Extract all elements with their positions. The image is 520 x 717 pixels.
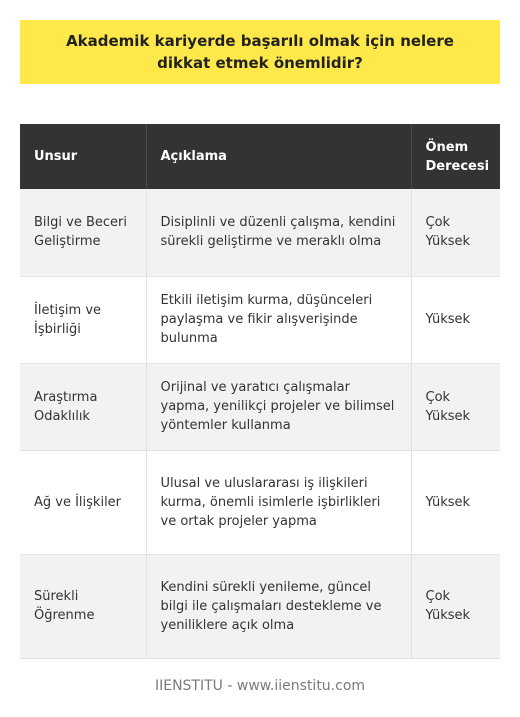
importance-cell: Çok Yüksek [411, 363, 500, 450]
description-cell: Ulusal ve uluslararası iş ilişkileri kurma, önemli isimlerle işbirlikleri ve ortak projeler yapma [146, 450, 411, 554]
factors-table [20, 124, 500, 659]
factor-cell: Bilgi ve Beceri Geliştirme [20, 189, 146, 276]
footer-credit: IIENSTITU - www.iienstitu.com [154, 678, 366, 694]
table-row [20, 189, 500, 276]
table-row [20, 276, 500, 363]
importance-cell: Çok Yüksek [411, 554, 500, 658]
importance-cell: Yüksek [411, 450, 500, 554]
column-header-description: Açıklama [146, 124, 411, 189]
factor-cell: İletişim ve İşbirliği [20, 276, 146, 363]
description-cell: Orijinal ve yaratıcı çalışmalar yapma, yenilikçi projeler ve bilimsel yöntemler kullanma [146, 363, 411, 450]
title-banner [20, 20, 500, 84]
factor-cell: Sürekli Öğrenme [20, 554, 146, 658]
description-cell: Kendini sürekli yenileme, güncel bilgi ile çalışmaları destekleme ve yeniliklere açık olma [146, 554, 411, 658]
column-header-factor: Unsur [20, 124, 146, 189]
importance-cell: Çok Yüksek [411, 189, 500, 276]
table-header-row [20, 124, 500, 189]
factor-cell: Araştırma Odaklılık [20, 363, 146, 450]
table-row [20, 450, 500, 554]
column-header-importance: Önem Derecesi [425, 139, 490, 174]
importance-cell: Yüksek [411, 276, 500, 363]
table-row [20, 554, 500, 658]
factor-cell: Ağ ve İlişkiler [20, 450, 146, 554]
page-title: Akademik kariyerde başarılı olmak için nelere dikkat etmek önemlidir? [66, 32, 454, 72]
description-cell: Etkili iletişim kurma, düşünceleri paylaşma ve fikir alışverişinde bulunma [146, 276, 411, 363]
description-cell: Disiplinli ve düzenli çalışma, kendini sürekli geliştirme ve meraklı olma [146, 189, 411, 276]
table-row [20, 363, 500, 450]
